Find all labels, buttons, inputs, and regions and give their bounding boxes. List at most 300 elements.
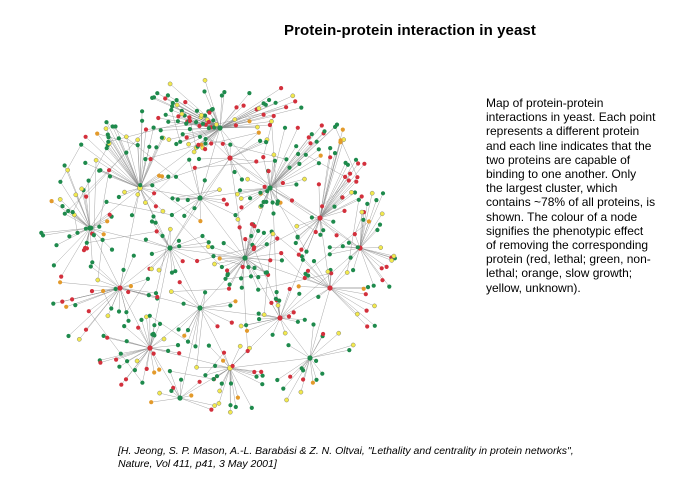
protein-node — [360, 194, 364, 198]
protein-node — [193, 166, 197, 170]
protein-node — [218, 256, 222, 260]
protein-node — [276, 303, 280, 307]
protein-node — [155, 229, 159, 233]
interaction-edge — [100, 348, 150, 360]
protein-node — [149, 267, 153, 271]
protein-node — [221, 142, 225, 146]
protein-node — [203, 78, 207, 82]
protein-node — [235, 192, 239, 196]
protein-node — [154, 221, 158, 225]
protein-node — [159, 128, 163, 132]
protein-node — [66, 334, 70, 338]
interaction-edge — [209, 346, 230, 368]
interaction-edge — [330, 288, 375, 306]
protein-node — [236, 217, 240, 221]
protein-node — [66, 209, 70, 213]
protein-node — [214, 122, 218, 126]
protein-node — [245, 329, 249, 333]
protein-node — [177, 351, 181, 355]
protein-node — [154, 291, 158, 295]
interaction-edge — [230, 141, 260, 158]
protein-node — [211, 118, 215, 122]
protein-node — [373, 324, 377, 328]
protein-node — [380, 212, 384, 216]
protein-node — [144, 238, 148, 242]
protein-node — [121, 268, 125, 272]
protein-node — [254, 375, 258, 379]
protein-node — [370, 191, 374, 195]
protein-node — [79, 143, 83, 147]
protein-node — [233, 117, 237, 121]
protein-node — [274, 101, 278, 105]
interaction-edge — [278, 201, 307, 251]
protein-node — [239, 324, 243, 328]
interaction-edge — [159, 248, 170, 270]
protein-node — [151, 214, 155, 218]
interaction-edge — [120, 279, 148, 288]
protein-node — [154, 204, 158, 208]
protein-node — [312, 259, 316, 263]
protein-node — [152, 370, 156, 374]
protein-node — [197, 195, 202, 200]
caption-text: Map of protein-protein interactions in yeast. Each point represents a different protein and each line indicates that the two proteins are capable of binding to one another. Only the largest cluster, which contains ~78% of all proteins, is shown. The colour of a node signifies the phenotypic effect of removing the corresponding protein (red, lethal; green, non-lethal; orange, slow growth; yellow, unknown). — [486, 96, 656, 295]
protein-node — [225, 273, 229, 277]
protein-node — [157, 268, 161, 272]
protein-node — [217, 401, 221, 405]
protein-node — [126, 319, 130, 323]
protein-node — [257, 312, 261, 316]
protein-node — [281, 387, 285, 391]
protein-node — [261, 155, 265, 159]
protein-node — [195, 259, 199, 263]
protein-node — [60, 300, 64, 304]
protein-node — [349, 256, 353, 260]
protein-node — [308, 141, 312, 145]
protein-node — [269, 119, 273, 123]
protein-node — [189, 393, 193, 397]
protein-node — [95, 132, 99, 136]
protein-node — [307, 355, 312, 360]
protein-node — [136, 326, 140, 330]
citation-line-1: [H. Jeong, S. P. Mason, A.-L. Barabási & Z. N. Oltvai, "Lethality and centrality in protein networks", — [118, 445, 574, 457]
protein-node — [92, 233, 96, 237]
protein-node — [170, 196, 174, 200]
protein-node — [385, 265, 389, 269]
protein-node — [155, 295, 159, 299]
protein-node — [243, 237, 247, 241]
protein-node — [252, 224, 256, 228]
protein-node — [106, 140, 110, 144]
protein-node — [96, 278, 100, 282]
protein-node — [169, 290, 173, 294]
protein-node — [333, 151, 337, 155]
interaction-edge — [69, 288, 121, 336]
protein-node — [236, 396, 240, 400]
protein-node — [272, 153, 276, 157]
protein-node — [109, 306, 113, 310]
protein-node — [207, 126, 211, 130]
interaction-edge — [151, 398, 180, 402]
protein-node — [240, 286, 244, 290]
interaction-edge — [270, 142, 317, 188]
interaction-edge — [60, 145, 81, 182]
protein-node — [302, 177, 306, 181]
protein-node — [365, 202, 369, 206]
protein-node — [158, 391, 162, 395]
protein-node — [152, 323, 156, 327]
interaction-edge — [171, 289, 229, 292]
protein-node — [262, 113, 266, 117]
protein-node — [315, 140, 319, 144]
interaction-edge — [230, 358, 310, 368]
protein-node — [239, 196, 243, 200]
protein-node — [301, 258, 305, 262]
protein-node — [299, 390, 303, 394]
protein-node — [225, 202, 229, 206]
network-svg — [30, 48, 410, 430]
protein-node — [228, 403, 232, 407]
protein-node — [328, 155, 332, 159]
protein-node — [238, 344, 242, 348]
protein-node — [217, 125, 222, 130]
protein-node — [186, 340, 190, 344]
protein-node — [113, 124, 117, 128]
protein-node — [221, 359, 225, 363]
protein-node — [152, 191, 156, 195]
protein-node — [209, 141, 213, 145]
protein-node — [70, 297, 74, 301]
protein-node — [147, 293, 151, 297]
protein-node — [231, 364, 235, 368]
protein-node — [183, 100, 187, 104]
protein-node — [149, 157, 153, 161]
protein-node — [290, 198, 294, 202]
protein-node — [301, 377, 305, 381]
protein-node — [296, 320, 300, 324]
protein-node — [227, 287, 231, 291]
protein-node — [84, 328, 88, 332]
protein-node — [104, 127, 108, 131]
interaction-edge — [230, 318, 280, 368]
interaction-edge — [330, 248, 360, 254]
protein-node — [268, 258, 272, 262]
interaction-edge — [230, 368, 236, 407]
protein-node — [148, 314, 152, 318]
protein-node — [163, 96, 167, 100]
protein-node — [188, 119, 192, 123]
protein-node — [63, 163, 67, 167]
protein-node — [212, 377, 216, 381]
protein-node — [152, 333, 156, 337]
protein-node — [182, 214, 186, 218]
protein-node — [320, 372, 324, 376]
protein-node — [177, 395, 182, 400]
protein-node — [222, 198, 226, 202]
protein-node — [152, 126, 156, 130]
protein-node — [117, 309, 121, 313]
protein-node — [187, 158, 191, 162]
protein-node — [108, 213, 112, 217]
protein-node — [150, 96, 154, 100]
protein-node — [178, 280, 182, 284]
protein-node — [244, 323, 248, 327]
interaction-edge — [320, 197, 362, 219]
protein-node — [215, 324, 219, 328]
protein-node — [166, 120, 170, 124]
interaction-edge — [245, 258, 330, 288]
protein-node — [180, 112, 184, 116]
protein-node — [203, 290, 207, 294]
protein-node — [310, 215, 314, 219]
protein-node — [60, 204, 64, 208]
protein-node — [124, 310, 128, 314]
protein-node — [202, 89, 206, 93]
protein-node — [288, 287, 292, 291]
protein-node — [168, 369, 172, 373]
protein-node — [212, 262, 216, 266]
protein-node — [174, 175, 178, 179]
protein-node — [146, 277, 150, 281]
protein-node — [242, 255, 247, 260]
protein-node — [166, 175, 170, 179]
protein-node — [89, 264, 93, 268]
protein-node — [105, 219, 109, 223]
protein-node — [227, 155, 232, 160]
interaction-edge — [170, 198, 200, 248]
interaction-edge — [360, 248, 383, 280]
protein-node — [252, 370, 256, 374]
protein-node — [366, 285, 370, 289]
interaction-edge — [146, 317, 150, 348]
protein-node — [102, 232, 106, 236]
interaction-edge — [274, 214, 277, 301]
protein-node — [160, 234, 164, 238]
protein-node — [87, 179, 91, 183]
protein-node — [380, 266, 384, 270]
protein-node — [230, 321, 234, 325]
protein-node — [98, 361, 102, 365]
protein-node — [108, 174, 112, 178]
protein-node — [194, 120, 198, 124]
protein-node — [314, 378, 318, 382]
protein-node — [287, 166, 291, 170]
protein-node — [285, 398, 289, 402]
protein-node — [104, 120, 108, 124]
protein-node — [145, 367, 149, 371]
protein-node — [361, 218, 365, 222]
protein-node — [58, 197, 62, 201]
protein-node — [249, 234, 253, 238]
protein-node — [176, 119, 180, 123]
protein-node — [225, 268, 229, 272]
protein-node — [158, 322, 162, 326]
protein-node — [247, 119, 251, 123]
interaction-edge — [199, 158, 230, 159]
protein-node — [263, 185, 267, 189]
protein-node — [157, 368, 161, 372]
protein-node — [169, 108, 173, 112]
interaction-edge — [119, 288, 120, 312]
protein-node — [140, 109, 144, 113]
interaction-edge — [60, 282, 120, 288]
interaction-edge — [92, 262, 120, 288]
interaction-edge — [270, 188, 360, 248]
protein-node — [122, 190, 126, 194]
protein-node — [220, 265, 224, 269]
protein-node — [83, 161, 87, 165]
protein-node — [356, 245, 360, 249]
protein-node — [240, 177, 244, 181]
protein-node — [223, 277, 227, 281]
protein-node — [294, 144, 298, 148]
protein-node — [170, 104, 174, 108]
protein-node — [168, 82, 172, 86]
protein-node — [314, 359, 318, 363]
protein-node — [320, 204, 324, 208]
protein-node — [143, 157, 147, 161]
protein-node — [193, 344, 197, 348]
protein-node — [52, 263, 56, 267]
protein-node — [77, 337, 81, 341]
protein-node — [175, 98, 179, 102]
protein-node — [365, 324, 369, 328]
protein-node — [355, 175, 359, 179]
protein-node — [187, 142, 191, 146]
interaction-edge — [150, 348, 159, 370]
protein-node — [254, 159, 258, 163]
interaction-edge — [205, 368, 230, 375]
protein-node — [161, 209, 165, 213]
interaction-edge — [220, 108, 301, 128]
protein-node — [182, 334, 186, 338]
protein-node — [210, 245, 214, 249]
protein-node — [140, 119, 144, 123]
protein-node — [260, 382, 264, 386]
protein-node — [320, 123, 324, 127]
protein-node — [293, 99, 297, 103]
protein-node — [296, 126, 300, 130]
protein-node — [135, 359, 139, 363]
interaction-edge — [90, 188, 140, 228]
protein-node — [147, 145, 151, 149]
citation — [118, 445, 638, 471]
protein-node — [222, 351, 226, 355]
interaction-edge — [200, 308, 230, 368]
interaction-edge — [170, 248, 200, 308]
protein-node — [275, 290, 279, 294]
interaction-edge — [200, 308, 218, 326]
protein-node — [247, 91, 251, 95]
protein-node — [372, 284, 376, 288]
protein-node — [106, 314, 110, 318]
protein-node — [211, 254, 215, 258]
protein-node — [87, 309, 91, 313]
protein-node — [311, 322, 315, 326]
protein-node — [362, 162, 366, 166]
protein-node — [74, 193, 78, 197]
interaction-edge — [170, 248, 245, 258]
protein-node — [351, 343, 355, 347]
protein-node — [294, 241, 298, 245]
protein-node — [297, 253, 301, 257]
interaction-edge — [330, 248, 360, 288]
interaction-edge — [220, 107, 286, 128]
protein-node — [192, 150, 196, 154]
interaction-edge — [319, 184, 320, 218]
protein-node — [176, 198, 180, 202]
protein-node — [176, 343, 180, 347]
protein-node — [265, 242, 269, 246]
protein-node — [286, 343, 290, 347]
protein-node — [197, 157, 201, 161]
protein-node — [387, 285, 391, 289]
protein-node — [291, 94, 295, 98]
protein-node — [71, 210, 75, 214]
protein-node — [233, 170, 237, 174]
interaction-edge — [310, 358, 313, 383]
protein-node — [337, 331, 341, 335]
protein-node — [250, 406, 254, 410]
protein-node — [272, 114, 276, 118]
protein-node — [284, 157, 288, 161]
protein-node — [203, 147, 207, 151]
protein-node — [101, 238, 105, 242]
protein-node — [150, 252, 154, 256]
interaction-edge — [91, 267, 120, 289]
protein-node — [173, 269, 177, 273]
protein-node — [347, 241, 351, 245]
interaction-edge — [96, 160, 140, 188]
protein-node — [322, 129, 326, 133]
protein-node — [310, 132, 314, 136]
interaction-edge — [41, 228, 90, 233]
protein-node — [80, 187, 84, 191]
protein-node — [207, 111, 211, 115]
protein-node — [367, 219, 371, 223]
protein-node — [333, 125, 337, 129]
protein-node — [182, 302, 186, 306]
protein-node — [264, 200, 268, 204]
protein-node — [314, 230, 318, 234]
protein-node — [276, 199, 280, 203]
protein-node — [246, 349, 250, 353]
interaction-edge — [219, 368, 230, 403]
protein-node — [222, 90, 226, 94]
protein-node — [335, 233, 339, 237]
interaction-edge — [152, 185, 200, 221]
protein-node — [328, 245, 332, 249]
protein-node — [90, 289, 94, 293]
protein-node — [199, 113, 203, 117]
protein-node — [273, 159, 277, 163]
protein-node — [284, 105, 288, 109]
protein-node — [59, 275, 63, 279]
protein-node — [233, 299, 237, 303]
protein-node — [304, 153, 308, 157]
protein-node — [351, 268, 355, 272]
protein-node — [296, 235, 300, 239]
protein-node — [317, 215, 322, 220]
protein-node — [281, 181, 285, 185]
protein-node — [206, 245, 210, 249]
protein-node — [340, 195, 344, 199]
protein-node — [181, 132, 185, 136]
protein-node — [175, 103, 179, 107]
protein-node — [233, 213, 237, 217]
protein-node — [106, 135, 110, 139]
protein-node — [195, 109, 199, 113]
protein-node — [271, 211, 275, 215]
